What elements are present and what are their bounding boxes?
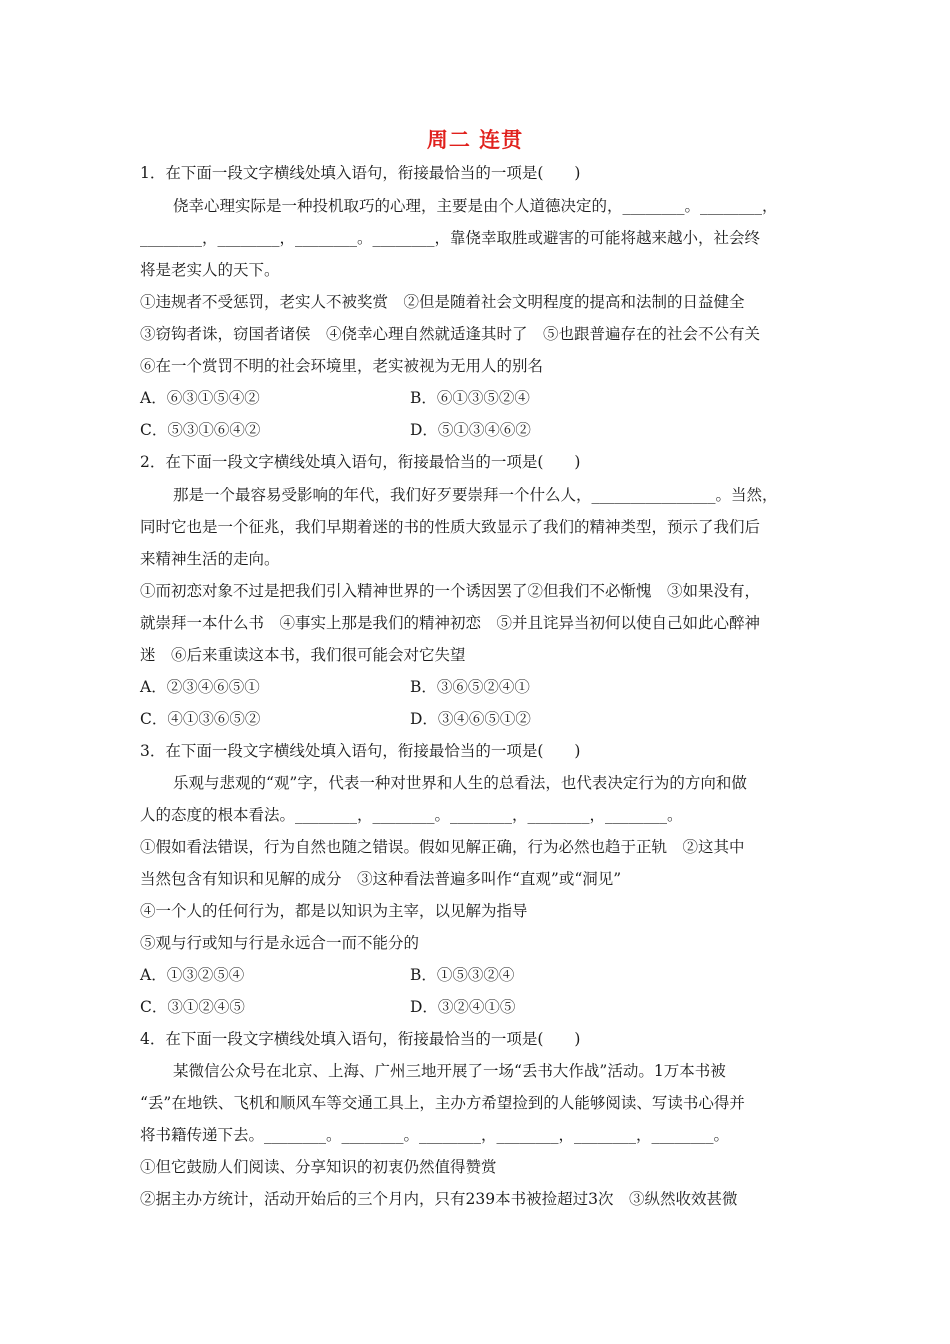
question-1-item-line: ③窃钩者诛，窃国者诸侯 ④侥幸心理自然就适逢其时了 ⑤也跟普遍存在的社会不公有关: [140, 325, 761, 343]
question-1-passage-line: ________，________，________。________，靠侥幸取胜或避害的可能将越来越小，社会终: [140, 229, 761, 247]
question-4-passage-line: 将书籍传递下去。________。________。________，________，________，________。: [140, 1126, 730, 1144]
question-3-option-a: A．①③②⑤④: [140, 966, 245, 984]
question-3-item-line: ①假如看法错误，行为自然也随之错误。假如见解正确，行为必然也趋于正轨 ②这其中: [140, 838, 745, 856]
question-3-passage-line: 人的态度的根本看法。________，________。________，________，________。: [140, 806, 683, 824]
question-4-passage-line: 某微信公众号在北京、上海、广州三地开展了一场“丢书大作战”活动。1万本书被: [173, 1062, 726, 1080]
page-title: 周二 连贯: [426, 128, 524, 152]
question-2-stem: 2．在下面一段文字横线处填入语句，衔接最恰当的一项是( ): [140, 453, 581, 471]
question-1-stem: 1．在下面一段文字横线处填入语句，衔接最恰当的一项是( ): [140, 164, 581, 182]
question-3-item-line: ⑤观与行或知与行是永远合一而不能分的: [140, 934, 420, 952]
question-1-option-a: A．⑥③①⑤④②: [140, 389, 260, 407]
question-2-passage-line: 同时它也是一个征兆，我们早期着迷的书的性质大致显示了我们的精神类型，预示了我们后: [140, 518, 761, 536]
question-4-stem: 4．在下面一段文字横线处填入语句，衔接最恰当的一项是( ): [140, 1030, 581, 1048]
question-3-option-b: B．①⑤③②④: [410, 966, 515, 984]
question-1-option-c: C．⑤③①⑥④②: [140, 421, 261, 439]
question-2-option-b: B．③⑥⑤②④①: [410, 678, 530, 696]
question-4-item-line: ①但它鼓励人们阅读、分享知识的初衷仍然值得赞赏: [140, 1158, 497, 1176]
question-4-passage-line: “丢”在地铁、飞机和顺风车等交通工具上，主办方希望捡到的人能够阅读、写读书心得并: [140, 1094, 745, 1112]
question-2-item-line: ①而初恋对象不过是把我们引入精神世界的一个诱因罢了②但我们不必惭愧 ③如果没有，: [140, 582, 761, 600]
question-1-option-d: D．⑤①③④⑥②: [410, 421, 531, 439]
question-3-item-line: ④一个人的任何行为，都是以知识为主宰，以见解为指导: [140, 902, 528, 920]
question-3-option-c: C．③①②④⑤: [140, 998, 245, 1016]
question-1-option-b: B．⑥①③⑤②④: [410, 389, 530, 407]
question-3-passage-line: 乐观与悲观的“观”字，代表一种对世界和人生的总看法，也代表决定行为的方向和做: [173, 774, 747, 792]
question-2-passage-line: 来精神生活的走向。: [140, 550, 280, 568]
question-3-stem: 3．在下面一段文字横线处填入语句，衔接最恰当的一项是( ): [140, 742, 581, 760]
question-1-passage-line: 侥幸心理实际是一种投机取巧的心理，主要是由个人道德决定的，________。________，: [173, 197, 778, 215]
question-3-item-line: 当然包含有知识和见解的成分 ③这种看法普遍多叫作“直观”或“洞见”: [140, 870, 622, 888]
question-2-passage-line: 那是一个最容易受影响的年代，我们好歹要崇拜一个什么人，________________。当然，: [173, 486, 778, 504]
question-2-item-line: 迷 ⑥后来重读这本书，我们很可能会对它失望: [140, 646, 466, 664]
question-3-option-d: D．③②④①⑤: [410, 998, 516, 1016]
question-2-option-d: D．③④⑥⑤①②: [410, 710, 531, 728]
question-4-item-line: ②据主办方统计，活动开始后的三个月内，只有239本书被捡超过3次 ③纵然收效甚微: [140, 1190, 738, 1208]
question-2-item-line: 就崇拜一本什么书 ④事实上那是我们的精神初恋 ⑤并且诧异当初何以使自己如此心醉神: [140, 614, 761, 632]
question-2-option-a: A．②③④⑥⑤①: [140, 678, 260, 696]
question-1-passage-line: 将是老实人的天下。: [140, 261, 280, 279]
question-1-item-line: ⑥在一个赏罚不明的社会环境里，老实被视为无用人的别名: [140, 357, 544, 375]
question-2-option-c: C．④①③⑥⑤②: [140, 710, 261, 728]
question-1-item-line: ①违规者不受惩罚，老实人不被奖赏 ②但是随着社会文明程度的提高和法制的日益健全: [140, 293, 745, 311]
